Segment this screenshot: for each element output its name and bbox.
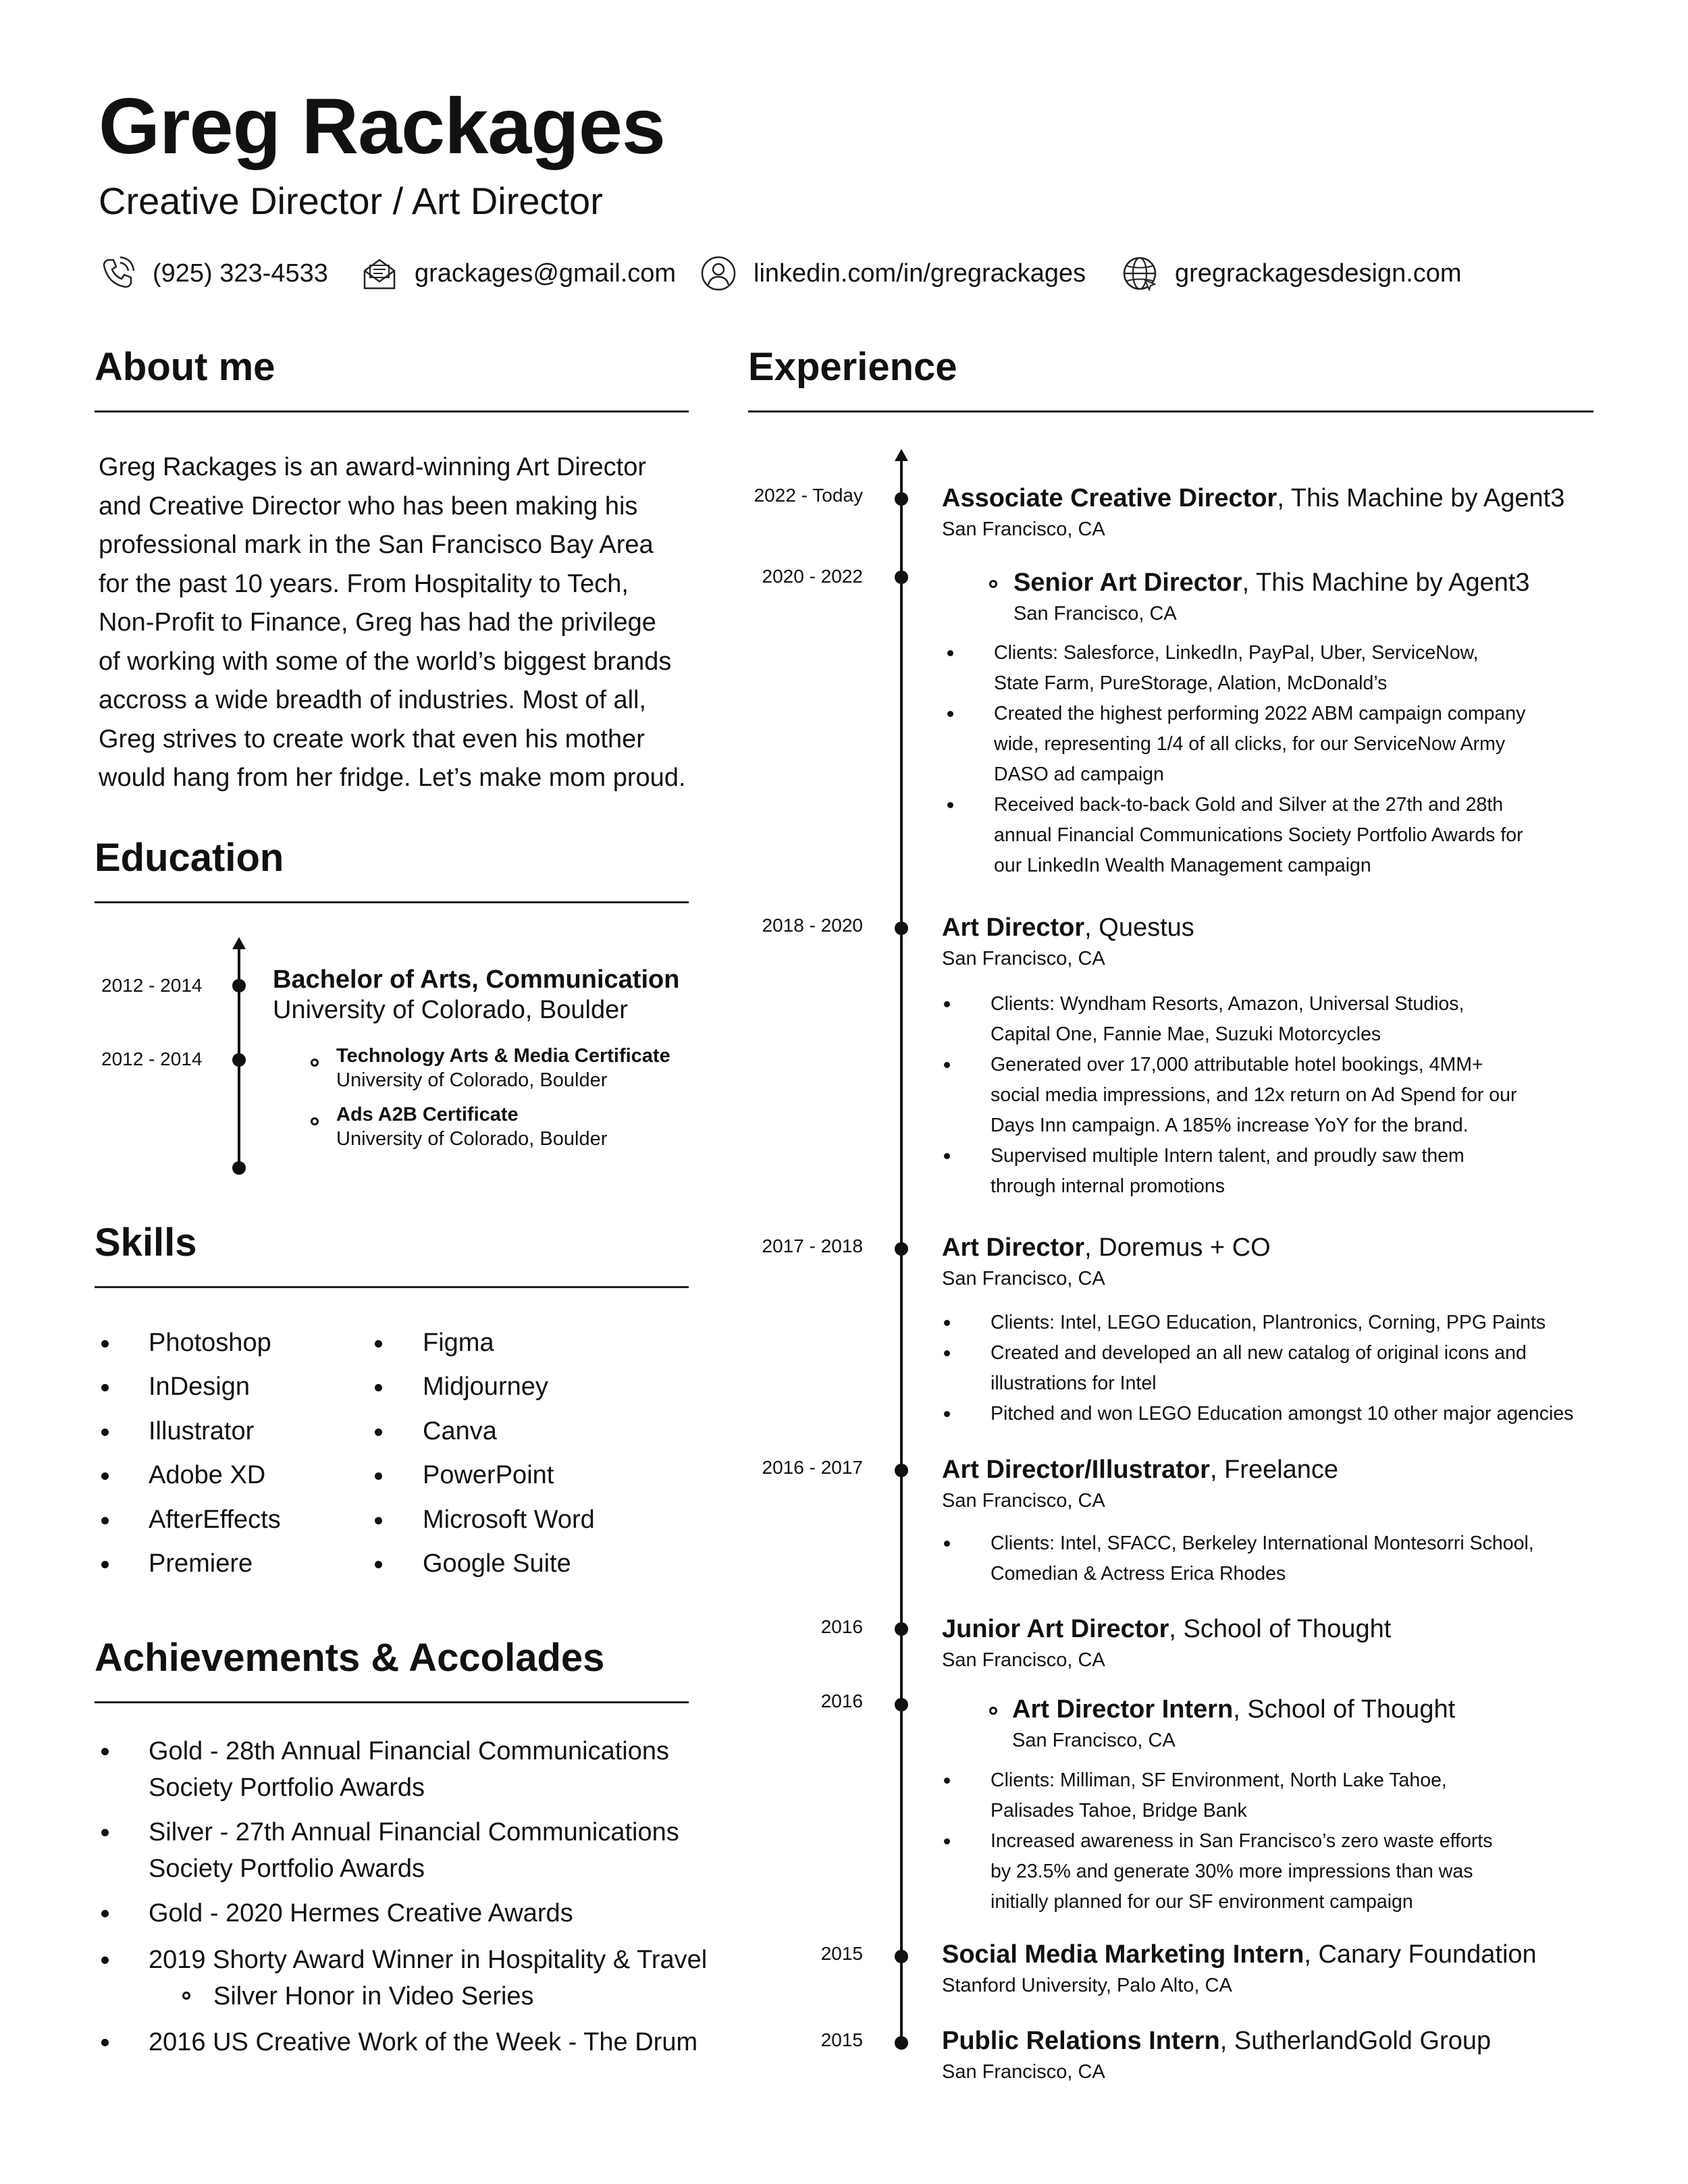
skill-item: Adobe XD xyxy=(149,1461,266,1489)
about-line: Non-Profit to Finance, Greg has had the privilege xyxy=(99,608,656,637)
job-location: San Francisco, CA xyxy=(942,1268,1105,1289)
job-bullet xyxy=(944,1411,950,1417)
job-date: 2015 xyxy=(820,2029,863,2050)
bullet-line: Increased awareness in San Francisco’s zero waste efforts xyxy=(991,1830,1493,1852)
job-date: 2018 - 2020 xyxy=(762,915,863,936)
job-bullet xyxy=(947,711,953,717)
job-location: San Francisco, CA xyxy=(1012,1730,1176,1751)
job-title xyxy=(942,485,1564,511)
about-divider xyxy=(95,410,689,412)
education-divider xyxy=(95,901,689,903)
job-title xyxy=(1013,570,1530,595)
certificate-ring xyxy=(311,1117,319,1125)
bullet-line: Comedian & Actress Erica Rhodes xyxy=(991,1563,1286,1584)
achievement-bullet xyxy=(101,2039,109,2046)
skill-bullet xyxy=(375,1384,382,1391)
job-date: 2017 - 2018 xyxy=(762,1235,863,1256)
achievement-item xyxy=(149,1814,679,1887)
job-date: 2022 - Today xyxy=(754,485,863,506)
candidate-title: Creative Director / Art Director xyxy=(99,180,603,222)
job-bullet-text xyxy=(991,989,1464,1050)
job-company: , This Machine by Agent3 xyxy=(1277,484,1565,512)
about-line: of working with some of the world’s biggest brands xyxy=(99,647,672,676)
education-date: 2012 - 2014 xyxy=(101,975,203,996)
skill-bullet xyxy=(375,1561,382,1568)
achievement-line: Society Portfolio Awards xyxy=(149,1855,425,1883)
job-bullet-text xyxy=(991,1050,1516,1141)
skill-bullet xyxy=(101,1517,109,1524)
bullet-line: wide, representing 1/4 of all clicks, for our ServiceNow Army xyxy=(994,733,1506,755)
job-title xyxy=(942,1235,1271,1260)
job-company: , School of Thought xyxy=(1169,1615,1392,1643)
job-bullet-text xyxy=(991,1765,1447,1826)
education-degree: Bachelor of Arts, Communication xyxy=(273,965,680,994)
contact-website[interactable] xyxy=(1121,253,1462,294)
job-title xyxy=(942,2028,1491,2054)
skill-item: Google Suite xyxy=(423,1549,571,1578)
about-heading: About me xyxy=(95,345,275,389)
skills-divider xyxy=(95,1286,689,1288)
job-company: , Canary Foundation xyxy=(1304,1940,1537,1969)
bullet-line: Generated over 17,000 attributable hotel bookings, 4MM+ xyxy=(991,1054,1483,1075)
skill-bullet xyxy=(375,1340,382,1348)
skill-item: AfterEffects xyxy=(149,1506,281,1534)
job-bullet-text xyxy=(991,1826,1492,1917)
about-line: Greg strives to create work that even his mother xyxy=(99,724,645,753)
skill-item: Premiere xyxy=(149,1549,253,1578)
job-role: Art Director xyxy=(942,913,1085,942)
bullet-line: annual Financial Communications Society Portfolio Awards for xyxy=(994,824,1523,846)
achievement-bullet xyxy=(101,1748,109,1755)
certificate-title: Ads A2B Certificate xyxy=(336,1104,519,1125)
bullet-line: initially planned for our SF environment campaign xyxy=(991,1891,1413,1913)
job-bullet xyxy=(944,1001,950,1007)
globe-icon xyxy=(1121,255,1159,292)
skill-item: PowerPoint xyxy=(423,1461,554,1489)
job-location: San Francisco, CA xyxy=(942,1649,1105,1671)
certificate-title: Technology Arts & Media Certificate xyxy=(336,1045,670,1067)
bullet-line: through internal promotions xyxy=(991,1175,1225,1197)
contact-linkedin[interactable] xyxy=(700,253,1086,294)
bullet-line: Clients: Intel, LEGO Education, Plantronics, Corning, PPG Paints xyxy=(991,1312,1546,1333)
job-title xyxy=(942,1457,1338,1483)
bullet-line: Created the highest performing 2022 ABM campaign company xyxy=(994,703,1526,724)
job-date: 2015 xyxy=(820,1943,863,1964)
job-company: , School of Thought xyxy=(1233,1695,1456,1724)
job-company: , Freelance xyxy=(1209,1456,1339,1484)
bullet-line: social media impressions, and 12x return on Ad Spend for our xyxy=(991,1084,1517,1106)
job-bullet xyxy=(947,650,953,656)
skill-item: Canva xyxy=(423,1417,497,1445)
job-bullet xyxy=(944,1153,950,1159)
bullet-line: Clients: Intel, SFACC, Berkeley International Montesorri School, xyxy=(991,1533,1534,1554)
job-location: San Francisco, CA xyxy=(1013,603,1177,624)
certificate-ring xyxy=(311,1059,319,1067)
job-role: Art Director/Illustrator xyxy=(942,1456,1210,1484)
achievement-bullet xyxy=(101,1910,109,1917)
experience-timeline-dot xyxy=(895,492,908,506)
job-bullet-text xyxy=(991,1528,1534,1589)
job-location: San Francisco, CA xyxy=(942,2061,1105,2083)
job-bullet xyxy=(944,1320,950,1326)
job-role: Senior Art Director xyxy=(1013,568,1242,597)
job-location: San Francisco, CA xyxy=(942,518,1105,540)
experience-timeline-dot xyxy=(895,1464,908,1477)
bullet-line: Received back-to-back Gold and Silver at the 27th and 28th xyxy=(994,794,1504,816)
certificate-school: University of Colorado, Boulder xyxy=(336,1128,608,1150)
job-bullet xyxy=(944,1778,950,1784)
job-bullet-text xyxy=(994,638,1479,699)
job-bullet-text xyxy=(991,1141,1465,1202)
experience-heading: Experience xyxy=(748,345,957,389)
achievement-bullet xyxy=(101,1956,109,1964)
contact-phone-text: (925) 323-4533 xyxy=(153,259,328,288)
skill-item: Photoshop xyxy=(149,1329,271,1357)
skill-bullet xyxy=(101,1384,109,1391)
job-bullet xyxy=(944,1350,950,1356)
bullet-line: Supervised multiple Intern talent, and proudly saw them xyxy=(991,1145,1465,1167)
skill-bullet xyxy=(101,1429,109,1436)
job-role: Art Director Intern xyxy=(1012,1695,1234,1724)
about-text xyxy=(99,448,706,798)
skill-bullet xyxy=(101,1340,109,1348)
about-line: accross a wide breadth of industries. Most of all, xyxy=(99,686,647,714)
education-heading: Education xyxy=(95,836,284,880)
job-bullet-text xyxy=(991,1308,1546,1338)
achievement-sub-ring xyxy=(182,1992,190,2000)
job-title xyxy=(1012,1697,1455,1722)
job-date: 2020 - 2022 xyxy=(762,566,863,587)
job-title xyxy=(942,915,1194,940)
bullet-line: Capital One, Fannie Mae, Suzuki Motorcycles xyxy=(991,1023,1381,1045)
about-line: and Creative Director who has been making his xyxy=(99,491,638,521)
job-bullet-text xyxy=(994,699,1525,790)
job-date: 2016 xyxy=(820,1616,863,1637)
achievement-item: 2019 Shorty Award Winner in Hospitality & Travel xyxy=(149,1946,708,1974)
experience-divider xyxy=(748,410,1593,412)
job-sub-ring xyxy=(989,1707,997,1715)
job-title xyxy=(942,1616,1391,1642)
experience-timeline-dot xyxy=(895,1950,908,1963)
skill-item: Microsoft Word xyxy=(423,1506,595,1534)
job-bullet xyxy=(944,1838,950,1844)
job-role: Associate Creative Director xyxy=(942,484,1277,512)
experience-timeline-dot xyxy=(895,1242,908,1256)
user-icon xyxy=(700,255,737,292)
experience-timeline-dot xyxy=(895,1622,908,1636)
job-company: , Doremus + CO xyxy=(1084,1233,1271,1262)
candidate-name: Greg Rackages xyxy=(99,82,665,170)
job-company: , This Machine by Agent3 xyxy=(1242,568,1530,597)
education-date: 2012 - 2014 xyxy=(101,1048,203,1069)
achievement-item xyxy=(149,1733,669,1806)
job-date: 2016 - 2017 xyxy=(762,1457,863,1478)
job-bullet xyxy=(944,1062,950,1068)
skill-item: Midjourney xyxy=(423,1373,548,1401)
phone-icon xyxy=(99,255,136,292)
skill-item: Figma xyxy=(423,1329,494,1357)
contact-email-text: grackages@gmail.com xyxy=(415,259,677,288)
job-bullet-text xyxy=(991,1338,1527,1399)
job-company: , SutherlandGold Group xyxy=(1219,2027,1492,2055)
experience-timeline-dot xyxy=(895,570,908,584)
about-line: professional mark in the San Francisco Bay Area xyxy=(99,531,654,559)
job-bullet xyxy=(947,802,953,808)
skill-bullet xyxy=(375,1472,382,1480)
achievement-line: Silver - 27th Annual Financial Communications xyxy=(149,1818,679,1846)
bullet-line: our LinkedIn Wealth Management campaign xyxy=(994,855,1371,876)
skill-bullet xyxy=(101,1561,109,1568)
job-location: Stanford University, Palo Alto, CA xyxy=(942,1975,1232,1996)
job-role: Public Relations Intern xyxy=(942,2027,1220,2055)
skill-bullet xyxy=(375,1517,382,1524)
achievement-item: 2016 US Creative Work of the Week - The Drum xyxy=(149,2028,698,2056)
job-bullet xyxy=(944,1541,950,1547)
achievement-line: Gold - 28th Annual Financial Communications xyxy=(149,1737,669,1765)
job-date: 2016 xyxy=(820,1690,863,1711)
job-role: Art Director xyxy=(942,1233,1085,1262)
education-timeline-dot xyxy=(232,1161,246,1175)
job-title xyxy=(942,1942,1537,1967)
job-bullet-text xyxy=(994,790,1523,881)
experience-timeline-dot xyxy=(895,2036,908,2050)
job-role: Social Media Marketing Intern xyxy=(942,1940,1304,1969)
achievements-heading: Achievements & Accolades xyxy=(95,1636,605,1680)
contact-phone[interactable] xyxy=(99,253,328,294)
about-line: would hang from her fridge. Let’s make mom proud. xyxy=(99,764,686,792)
bullet-line: DASO ad campaign xyxy=(994,764,1164,785)
bullet-line: State Farm, PureStorage, Alation, McDonald’s xyxy=(994,672,1388,694)
contact-email[interactable] xyxy=(361,253,676,294)
education-timeline-dot xyxy=(232,1053,246,1067)
skills-heading: Skills xyxy=(95,1221,197,1264)
about-line: Greg Rackages is an award-winning Art Director xyxy=(99,453,647,481)
achievement-item: Gold - 2020 Hermes Creative Awards xyxy=(149,1899,573,1927)
job-company: , Questus xyxy=(1084,913,1194,942)
job-location: San Francisco, CA xyxy=(942,948,1105,969)
bullet-line: Pitched and won LEGO Education amongst 10 other major agencies xyxy=(991,1403,1574,1424)
bullet-line: by 23.5% and generate 30% more impressions than was xyxy=(991,1861,1473,1882)
about-line: for the past 10 years. From Hospitality to Tech, xyxy=(99,569,629,598)
achievement-line: Society Portfolio Awards xyxy=(149,1774,425,1802)
skill-bullet xyxy=(375,1429,382,1436)
skill-item: Illustrator xyxy=(149,1417,255,1445)
achievement-bullet xyxy=(101,1829,109,1836)
mail-icon xyxy=(361,255,398,292)
education-school: University of Colorado, Boulder xyxy=(273,996,628,1024)
experience-timeline-dot xyxy=(895,922,908,935)
contact-linkedin-text: linkedin.com/in/gregrackages xyxy=(754,259,1086,288)
contact-website-text: gregrackagesdesign.com xyxy=(1175,259,1462,288)
bullet-line: Clients: Salesforce, LinkedIn, PayPal, Uber, ServiceNow, xyxy=(994,642,1479,664)
job-role: Junior Art Director xyxy=(942,1615,1169,1643)
bullet-line: Clients: Wyndham Resorts, Amazon, Universal Studios, xyxy=(991,993,1465,1015)
experience-timeline-dot xyxy=(895,1698,908,1711)
bullet-line: illustrations for Intel xyxy=(991,1373,1157,1394)
job-sub-ring xyxy=(989,580,997,588)
skill-bullet xyxy=(101,1472,109,1480)
skill-item: InDesign xyxy=(149,1373,250,1401)
bullet-line: Created and developed an all new catalog of original icons and xyxy=(991,1342,1527,1364)
job-bullet-text xyxy=(991,1399,1573,1429)
bullet-line: Palisades Tahoe, Bridge Bank xyxy=(991,1800,1247,1821)
bullet-line: Days Inn campaign. A 185% increase YoY for the brand. xyxy=(991,1115,1469,1136)
achievements-divider xyxy=(95,1701,689,1703)
job-location: San Francisco, CA xyxy=(942,1490,1105,1512)
certificate-school: University of Colorado, Boulder xyxy=(336,1069,608,1091)
education-timeline-dot xyxy=(232,979,246,992)
achievement-subitem: Silver Honor in Video Series xyxy=(213,1982,534,2010)
bullet-line: Clients: Milliman, SF Environment, North Lake Tahoe, xyxy=(991,1769,1447,1791)
